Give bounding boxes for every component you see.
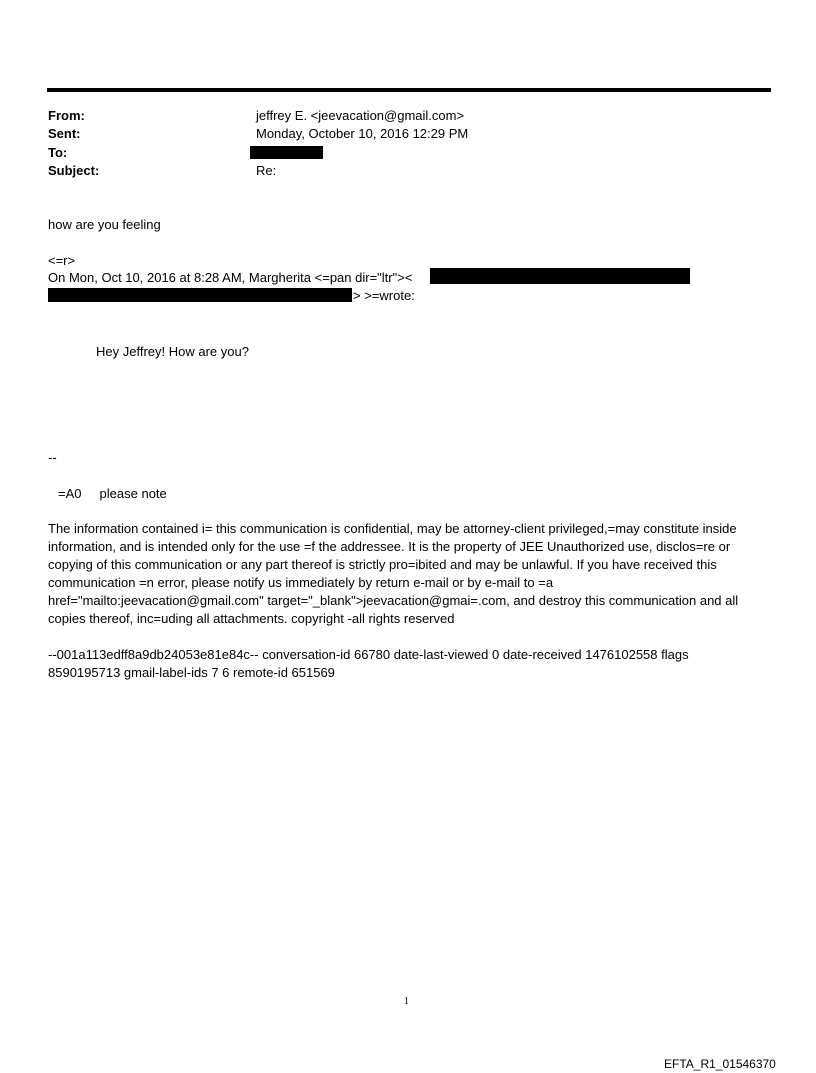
sender-address-redaction xyxy=(430,268,690,284)
subject-value: Re: xyxy=(256,163,277,178)
quote-intro-line-1: On Mon, Oct 10, 2016 at 8:28 AM, Margherita <=pan dir="ltr">< xyxy=(48,270,413,285)
signature-separator: -- xyxy=(48,450,57,465)
greeting-text: how are you feeling xyxy=(48,217,161,232)
quoted-message: Hey Jeffrey! How are you? xyxy=(96,344,249,359)
message-metadata: --001a113edff8a9db24053e81e84c-- conversation-id 66780 date-last-viewed 0 date-received 1476102558 flags 8590195713 gmail-label-ids 7 6 remote-id 651569 xyxy=(48,647,689,680)
from-label: From: xyxy=(48,108,85,123)
quote-tag: <=r> xyxy=(48,253,76,268)
disclaimer-paragraph: The information contained i= this communication is confidential, may be attorney-client privileged,=may constitute inside information, and is intended only for the use =f the addressee. It is the property of JEE Unauthorized use, disclos=re or copying of this communication or any part thereof is strictly pro=ibited and may be unlawful. If you have received this communication =n error, please notify us immediately by return e-mail or by e-mail to =a href="mailto:jeevacation@gmail.com" target="_blank">jeevacation@gmai=.com, and destroy this communication and all copies thereof, inc=uding all attachments. copyright -all rights reserved xyxy=(48,521,739,626)
quote-intro-line-2: > >=wrote: xyxy=(353,288,415,303)
to-redaction xyxy=(250,146,323,159)
sender-address-redaction-2 xyxy=(48,288,352,302)
bates-number: EFTA_R1_01546370 xyxy=(664,1057,776,1071)
to-label: To: xyxy=(48,145,68,160)
subject-label: Subject: xyxy=(48,163,100,178)
header-rule xyxy=(47,88,771,92)
please-note-text: =A0 please note xyxy=(58,486,167,501)
sent-value: Monday, October 10, 2016 12:29 PM xyxy=(256,126,469,141)
from-value: jeffrey E. <jeevacation@gmail.com> xyxy=(256,108,465,123)
page-number: 1 xyxy=(404,996,409,1007)
sent-label: Sent: xyxy=(48,126,81,141)
